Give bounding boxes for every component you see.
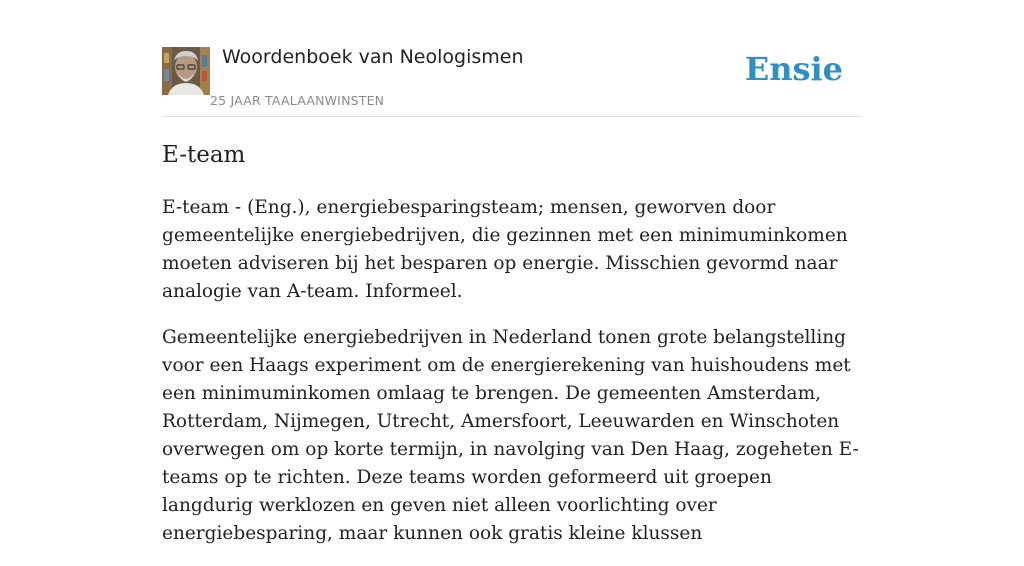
brand-logo[interactable]: Ensie [744, 50, 843, 88]
entry-content [162, 138, 862, 566]
entry-title: E-team [162, 142, 246, 168]
avatar-image-icon [162, 47, 210, 95]
author-name[interactable]: Woordenboek van Neologismen [222, 46, 524, 68]
entry-definition: E-team - (Eng.), energiebesparingsteam; mensen, geworven door gemeentelijke energiebedrijven, die gezinnen met een minimuminkomen moeten adviseren bij het besparen op energie. Misschien gevormd naar analogie van A-team. Informeel. [162, 197, 848, 302]
entry-example: Gemeentelijke energiebedrijven in Nederland tonen grote belangstelling voor een Haags experiment om de energierekening van huishoudens met een minimuminkomen omlaag te brengen. De gemeenten Amsterdam, Rotterdam, Nijmegen, Utrecht, Amersfoort, Leeuwarden en Winschoten overwegen om op korte termijn, in navolging van Den Haag, zogeheten E-teams op te richten. Deze teams worden geformeerd uit groepen langdurig werklozen en geven niet alleen voorlichting over energiebesparing, maar kunnen ook gratis kleine klussen [162, 327, 859, 544]
author-avatar[interactable] [162, 47, 210, 95]
header [162, 46, 862, 117]
author-subtitle: 25 JAAR TAALAANWINSTEN [210, 93, 385, 108]
